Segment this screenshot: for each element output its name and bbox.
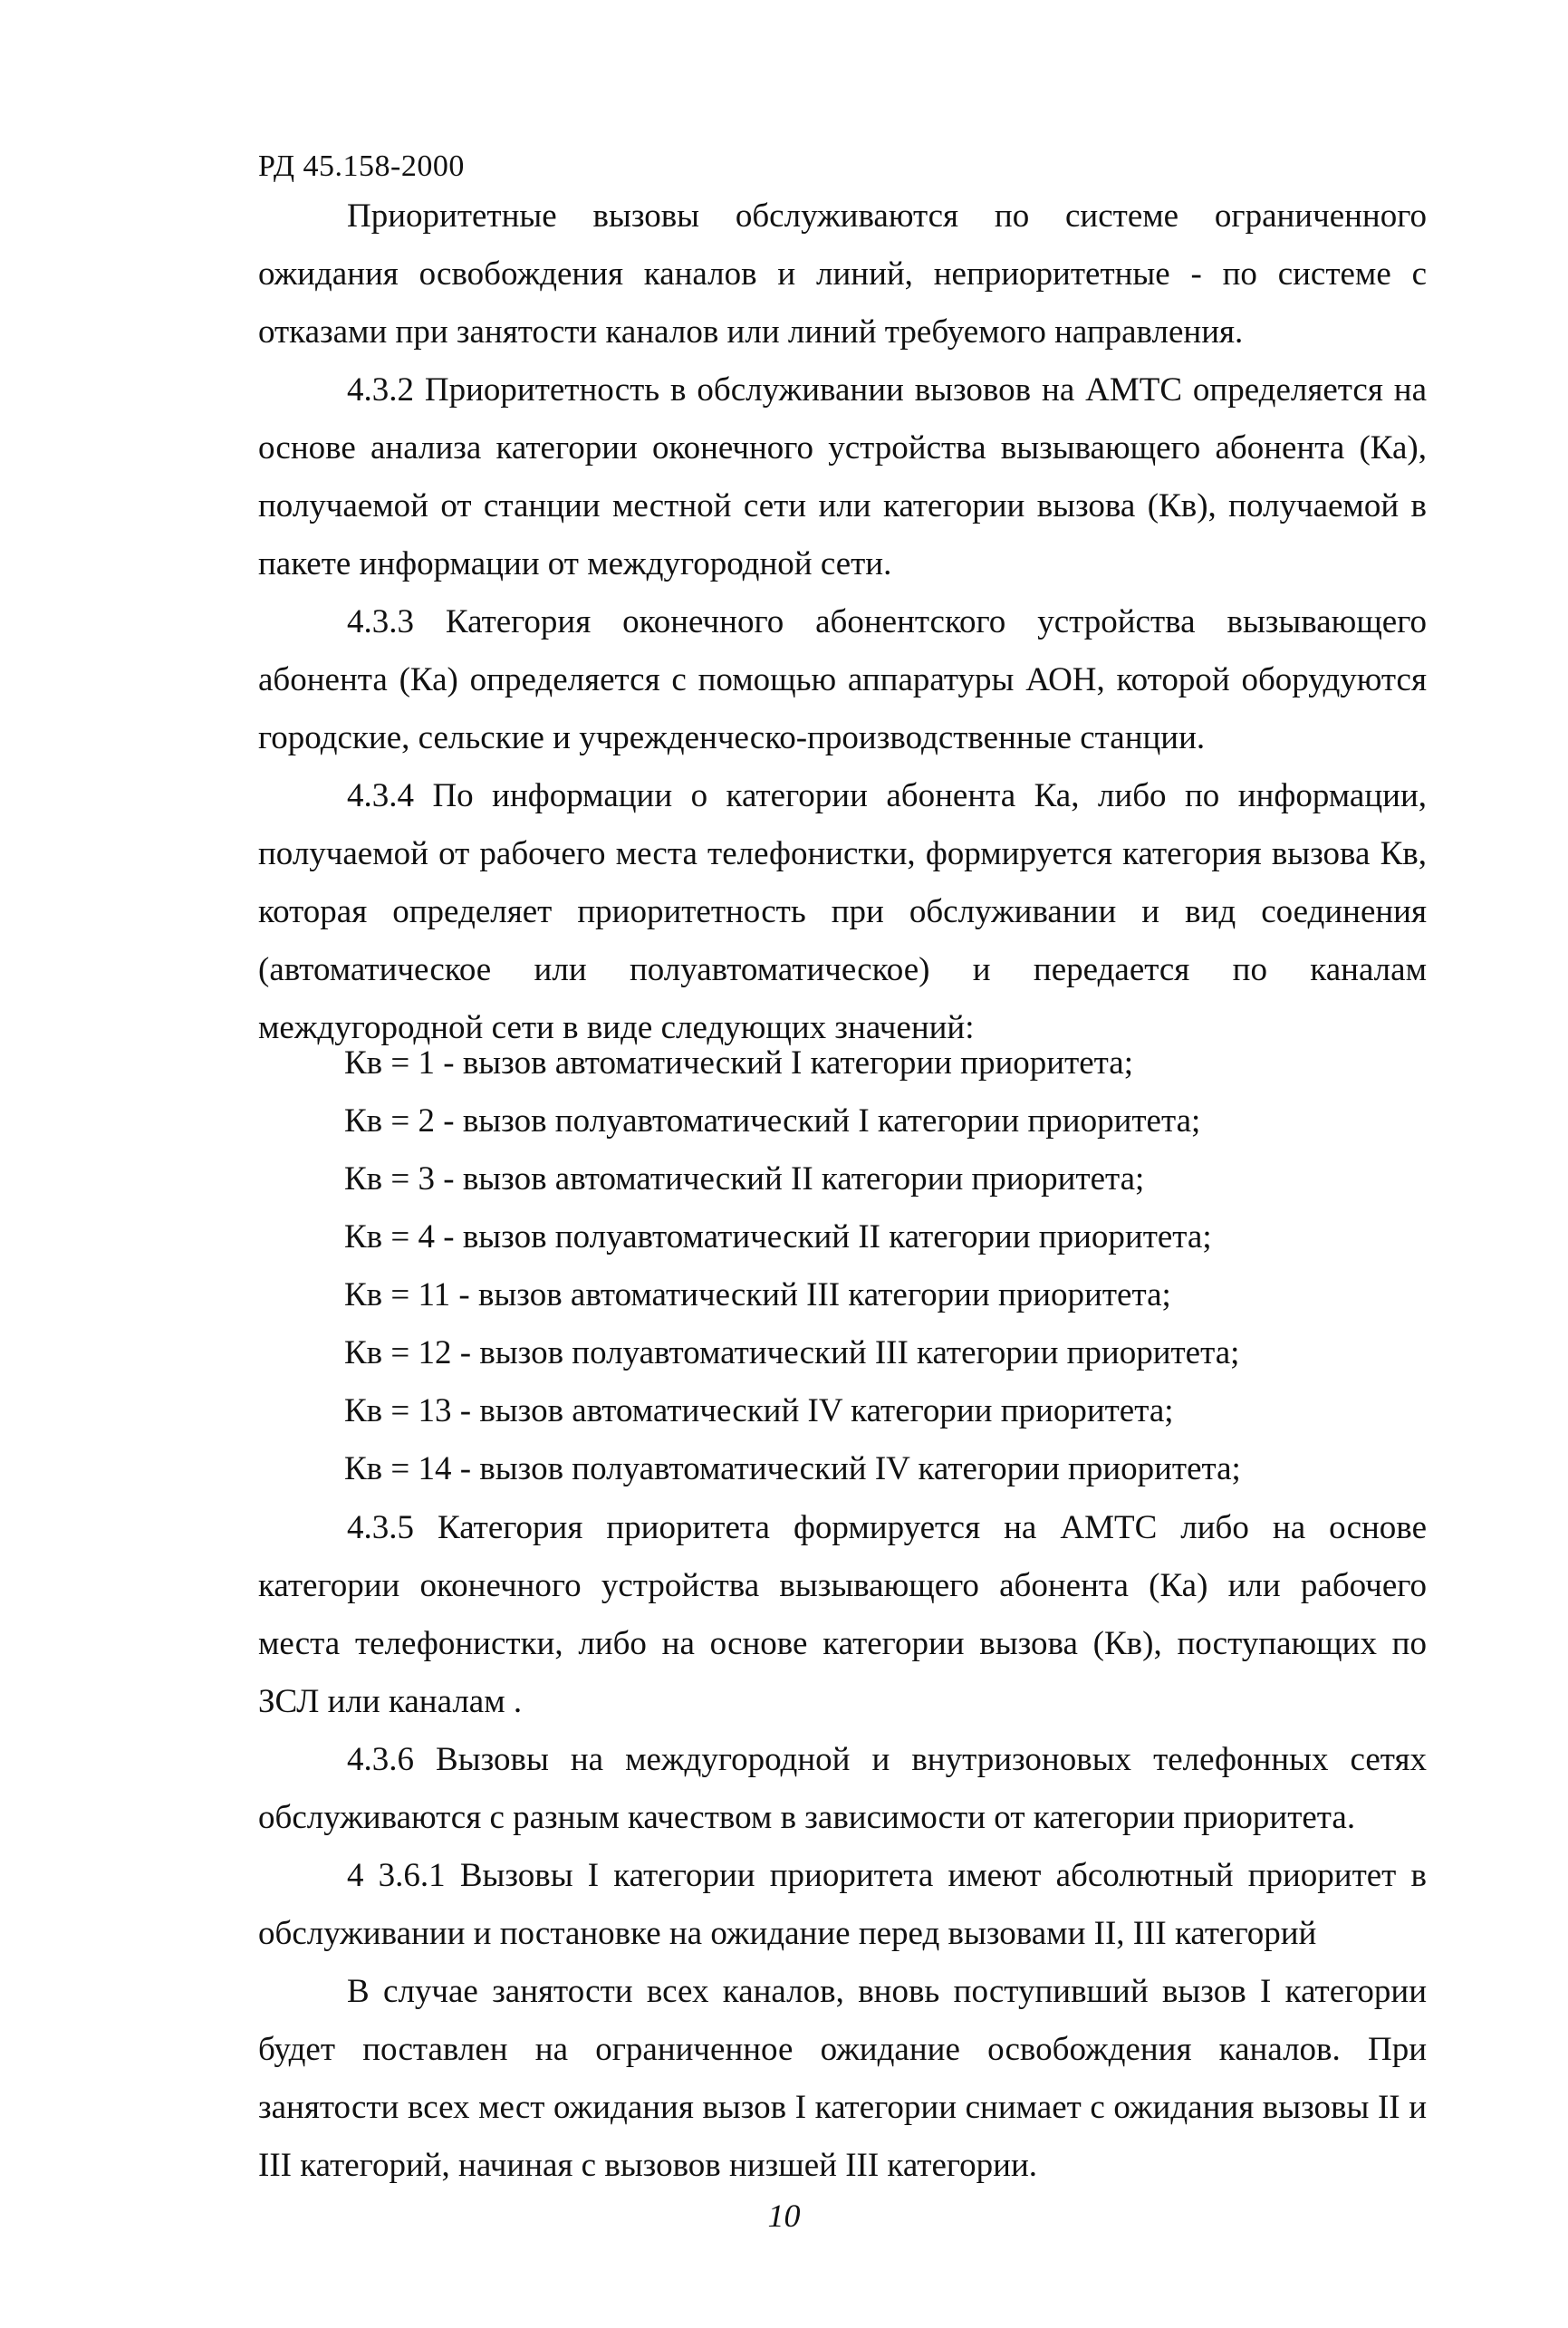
kv-values-list [344, 1034, 1241, 1498]
paragraph-4-3-6: 4.3.6 Вызовы на междугородной и внутризоновых телефонных сетях обслуживаются с разным качеством в зависимости от категории приоритета. [258, 1741, 1427, 1836]
list-item: Кв = 12 - вызов полуавтоматический III категории приоритета; [344, 1334, 1240, 1371]
list-item: Кв = 11 - вызов автоматический III категории приоритета; [344, 1276, 1171, 1313]
list-item: Кв = 3 - вызов автоматический II категории приоритета; [344, 1160, 1145, 1198]
paragraph-4-3-2: 4.3.2 Приоритетность в обслуживании вызовов на АМТС определяется на основе анализа категории оконечного устройства вызывающего абонента (Ка), получаемой от станции местной сети или категории вызова (Кв), получаемой в пакете информации от междугородной сети. [258, 371, 1427, 582]
list-item: Кв = 2 - вызов полуавтоматический I категории приоритета; [344, 1102, 1201, 1140]
paragraph-4-3-6-1: 4 3.6.1 Вызовы I категории приоритета имеют абсолютный приоритет в обслуживании и постановке на ожидание перед вызовами II, III категорий [258, 1857, 1427, 1952]
paragraph-4-3-4: 4.3.4 По информации о категории абонента Ка, либо по информации, получаемой от рабочего места телефонистки, формируется категория вызова Кв, которая определяет приоритетность при обслуживании и вид соединения (автоматическое или полуавтоматическое) и передается по каналам междугородной сети в виде следующих значений: [258, 777, 1427, 1046]
list-item: Кв = 1 - вызов автоматический I категории приоритета; [344, 1044, 1133, 1082]
paragraph-4-3-3: 4.3.3 Категория оконечного абонентского устройства вызывающего абонента (Ка) определяется с помощью аппаратуры АОН, которой оборудуются городские, сельские и учрежденческо-производственные станции. [258, 603, 1427, 756]
document-code-header: РД 45.158-2000 [258, 149, 465, 183]
list-item: Кв = 14 - вызов полуавтоматический IV категории приоритета; [344, 1450, 1241, 1487]
paragraph-4-3-5: 4.3.5 Категория приоритета формируется на АМТС либо на основе категории оконечного устройства вызывающего абонента (Ка) или рабочего места телефонистки, либо на основе категории вызова (Кв), поступающих по ЗСЛ или каналам . [258, 1509, 1427, 1720]
paragraph-busy-channels: В случае занятости всех каналов, вновь поступивший вызов I категории будет поставлен на ограниченное ожидание освобождения каналов. При занятости всех мест ожидания вызов I категории снимает с ожидания вызовы II и III категорий, начиная с вызовов низшей III категории. [258, 1973, 1427, 2184]
paragraph-priority-calls: Приоритетные вызовы обслуживаются по системе ограниченного ожидания освобождения каналов и линий, неприоритетные - по системе с отказами при занятости каналов или линий требуемого направления. [258, 197, 1427, 351]
list-item: Кв = 13 - вызов автоматический IV категории приоритета; [344, 1392, 1174, 1429]
page-number: 10 [767, 2198, 801, 2234]
list-item: Кв = 4 - вызов полуавтоматический II категории приоритета; [344, 1218, 1212, 1255]
